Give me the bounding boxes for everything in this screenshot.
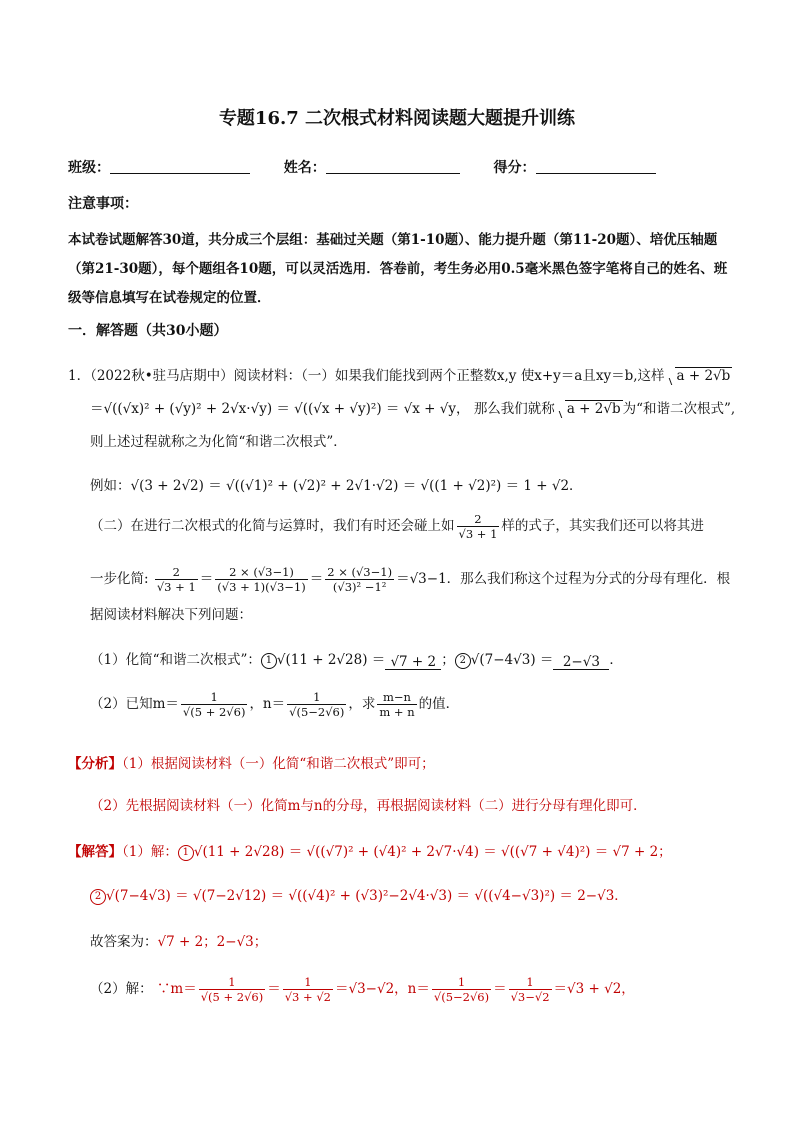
info-row	[68, 157, 656, 177]
class-label: 班级：	[68, 160, 110, 176]
solution-line-1: 【解答】（1）解： 1 √(11 + 2√28) ＝ √((√7)² + (√4)² + 2√7·√4) ＝ √((√7 + √4)²) ＝ √7 + 2；	[68, 844, 672, 860]
q1-example: 例如：√(3 + 2√2) ＝ √((√1)² + (√2)² + 2√1·√2) ＝ √((1 + √2)²) ＝ 1 + √2．	[90, 478, 583, 494]
solution-line-2: 2 √(7−4√3) ＝ √(7−2√12) ＝ √((√4)² + (√3)²−2√4·√3) ＝ √((√4−√3)²) ＝ 2−√3．	[90, 884, 756, 905]
q1-sub2: （2）已知m＝ $\frac{1}{√(5 + 2√6)}$ ，n＝ $\frac{1}{√(5-2√6)}$ ，求 $\frac{m-n}{m + n}$ 的值．	[90, 690, 460, 719]
q1-line3: 则上述过程就称之为化简“和谐二次根式”．	[90, 434, 347, 450]
score-label: 得分：	[493, 160, 536, 176]
q1-line1: 1．（2022秋•驻马店期中）阅读材料：（一）如果我们能找到两个正整数x,y 使x+y＝a且xy＝b,这样 a + 2√b	[68, 368, 731, 384]
notes-body: 本试卷试题解答30道，共分成三个层组：基础过关题（第1-10题）、能力提升题（第11-20题）、培优压轴题（第21-30题），每个题组各10题，可以灵活选用．答卷前，考生务必用0.5毫米黑色签字笔将自己的姓名、班级等信息填写在试卷规定的位置．	[68, 232, 728, 306]
class-field[interactable]	[110, 159, 250, 174]
answer-line: 故答案为：√7 + 2；2−√3；	[90, 934, 268, 950]
analysis-line-2: （2）先根据阅读材料（一）化简m与n的分母，再根据阅读材料（二）进行分母有理化即可．	[90, 798, 647, 814]
sqrt-icon: a + 2√b	[666, 368, 733, 384]
analysis-line-1: 【分析】（1）根据阅读材料（一）化简“和谐二次根式”即可；	[68, 756, 435, 772]
solution-line-3: （2）解： ∵m＝ $\frac{1}{√(5 + 2√6)}$ ＝ $\frac{1}{√3 + √2}$ ＝√3−√2，n＝ $\frac{1}{√(5-2√6)}$ ＝ $\frac{1}{√3-√2}$ ＝√3 + √2，	[90, 975, 635, 1004]
analysis-tag: 【分析】	[68, 756, 122, 772]
notes-heading: 注意事项：	[68, 196, 138, 212]
section-heading: 一．解答题（共30小题）	[68, 323, 228, 339]
sqrt-icon: a + 2√b	[556, 401, 623, 417]
circled-2-icon: 2	[455, 653, 471, 669]
q1-step: 一步化简: $\frac{2}{√3 + 1}$ ＝ $\frac{2 \times (√3-1)}{(√3 + 1)(√3-1)}$ ＝ $\frac{2 \times (√3-1)}{\text{(√3)² −1²}}$ ＝√3−1．那么我们称这个过程为分式的分母有理化．根	[90, 565, 731, 594]
q1-sub1: （1）化简“和谐二次根式”： 1 √(11 + 2√28) ＝ √7 + 2 ； 2 √(7−4√3) ＝ 2−√3 ．	[90, 652, 623, 670]
page-title: 专题16.7 二次根式材料阅读题大题提升训练	[218, 108, 576, 129]
answer-2: 2−√3	[562, 654, 600, 670]
circled-2-icon: 2	[90, 889, 106, 905]
fraction: $\frac{2}{√3 + 1}$	[458, 512, 498, 541]
name-label: 姓名：	[283, 160, 326, 176]
q1-line2: ＝√((√x)² + (√y)² + 2√x·√y) ＝ √((√x + √y)²) ＝ √x + √y， 那么我们就称 a + 2√b 为“和谐二次根式”,	[90, 401, 736, 417]
circled-1-icon: 1	[178, 845, 194, 861]
score-field[interactable]	[536, 159, 656, 174]
solution-tag: 【解答】	[68, 844, 122, 860]
circled-1-icon: 1	[261, 653, 277, 669]
name-field[interactable]	[326, 159, 460, 174]
q1-solve-line: 据阅读材料解决下列问题：	[90, 607, 252, 623]
q1-part2: （二）在进行二次根式的化简与运算时，我们有时还会碰上如 $\frac{2}{√3 + 1}$ 样的式子，其实我们还可以将其进	[90, 512, 704, 541]
answer-1: √7 + 2	[390, 654, 437, 670]
